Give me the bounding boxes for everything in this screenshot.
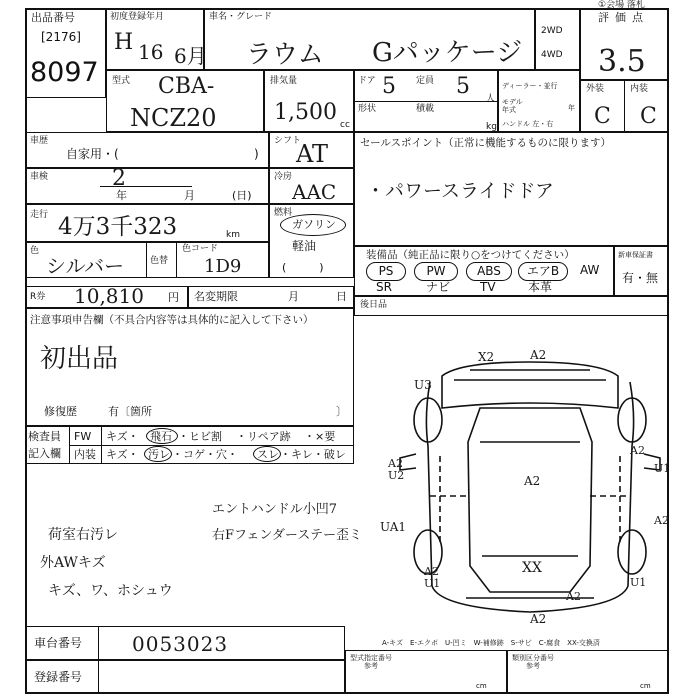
comment-5: キズ、ワ、ホシュウ [48,583,173,599]
warranty-value: 有・無 [622,271,659,285]
int-label: 内装 [630,84,649,94]
insp-r1-a: キズ・ [106,430,139,443]
inspection-strike-line [100,186,192,187]
model-spec-ref: 参考 [364,662,378,670]
insp-r1-sep [101,426,102,464]
chassis-label: 車台番号 [34,636,83,650]
load-unit: kg [486,122,497,132]
model-spec-cm: cm [476,682,487,690]
mark-rear: A2 [530,612,547,626]
comment-3: 右Fフェンダーステー歪ミ [212,528,362,543]
insp-r2-a: キズ・ [106,448,139,461]
comment-1: エントハンドル小凹7 [212,502,338,517]
comment-2: 荷室右汚レ [48,527,118,543]
equip-pw: PW [414,262,458,281]
fuel-paren: ( ) [282,261,324,274]
car-name: ラウム [246,40,324,70]
sales-label: セールスポイント（正常に機能するものに限ります） [360,137,612,149]
mileage-unit: km [226,230,240,240]
reg-label: 登録番号 [34,670,83,684]
color-value: シルバー [46,254,125,278]
first-reg-era: H [114,30,134,55]
comment-4: 外AWキズ [40,555,106,571]
shift-label: シフト [274,136,302,146]
recycle-label: R券 [30,292,46,302]
mark-rear-right-u1: U1 [630,576,647,589]
lot-label: 出品番号 [31,11,75,24]
inspection-day: (日) [232,189,252,202]
mark-left-a2u2: A2 U2 [388,457,405,482]
equip-airbag: エアB [518,262,568,281]
year-unit: 年 [568,104,575,112]
fuel-selected: ガソリン [292,218,336,231]
rear-label: 後日品 [360,300,388,310]
repair-label: 修復歴 [44,405,77,418]
disp-label: 排気量 [270,76,298,86]
fuel-other: 軽油 [292,239,317,253]
top-right-partial: ①会場 落札 [598,0,645,10]
insp-r1-e: ・×要 [304,430,336,443]
mileage-label: 走行 [30,210,49,220]
mark-front: A2 [530,348,547,362]
mark-right-a2: A2 [630,444,645,457]
seats-value: 5 [456,74,470,99]
inspection-month: 月 [184,189,195,202]
insp-r2-int: 内装 [74,448,96,461]
disp-unit: cc [340,120,350,130]
fuel-label: 燃料 [274,208,293,218]
history-close: ) [254,147,259,161]
lot-number: 8097 [30,57,99,88]
grade: Gパッケージ [372,38,523,68]
color-change-label: 色替 [150,256,169,266]
insp-r1-c: ・ヒビ割 [178,430,222,443]
ext-int-divider [624,80,625,132]
int-grade: C [640,104,657,129]
insp-r2-b: 汚レ [148,448,170,461]
ac-label: 冷房 [274,172,293,182]
equip-abs: ABS [466,262,512,281]
name-change-label: 名変期限 [194,290,238,303]
ac-value: AAC [292,180,337,204]
equip-navi: ナビ [426,280,451,294]
sales-point: ・パワースライドドア [366,180,554,202]
drive-box [535,8,580,70]
mark-left-a2u1: A2 U1 [424,565,441,590]
mileage-value: 4万3千323 [58,214,178,240]
rear-box [354,296,669,316]
color-label: 色 [30,246,40,256]
mark-rear-right-a2: A2 [566,590,581,603]
insp-r2-e: ・キレ・破レ [280,448,346,461]
dealer-label: ディーラー・並行 [502,82,558,90]
handle-label: ハンドル 左・右 [502,120,554,128]
mark-right-u1: U1 [654,462,671,475]
notes-label: 注意事項申告欄（不具合内容等は具体的に記入して下さい） [30,314,314,326]
category-cm: cm [640,682,651,690]
ext-label: 外装 [586,84,605,94]
mark-center: A2 [524,474,541,488]
equip-leather: 本革 [528,280,553,294]
insp-r1-fw: FW [74,430,92,443]
inspector-label-1: 検査員 [28,430,61,443]
color-divider [146,242,147,278]
equip-aw: AW [580,263,600,277]
insp-r1-d: ・リペア跡 [236,430,291,443]
name-change-day: 日 [336,290,347,303]
doors-label: ドア [358,76,376,86]
shift-value: AT [296,140,329,168]
first-reg-month: 6月 [174,44,207,68]
load-label: 積載 [416,104,435,114]
seats-unit: 人 [486,94,496,104]
score-value: 3.5 [598,44,646,79]
inspection-strike: 2 [112,166,126,191]
shape-label: 形状 [358,104,377,114]
doors-value: 5 [382,74,396,99]
color-code-value: 1D9 [204,256,242,277]
mark-left-ua1: UA1 [380,520,407,534]
notes-content: 初出品 [40,344,119,374]
displacement: 1,500 [274,100,337,125]
category-label: 類別区分番号 [512,654,554,662]
color-code-divider [176,242,177,278]
chassis-value: 0053023 [132,632,229,656]
model-prefix: CBA- [158,74,215,99]
mark-left-top: U3 [414,378,432,392]
inspection-label: 車検 [30,172,49,182]
history-box [25,132,269,168]
name-change-month: 月 [288,290,299,303]
inspector-mid [69,445,354,446]
mark-rear-xx: XX [522,560,542,576]
mark-front-left: X2 [478,350,495,364]
lot-sub: [2176] [41,30,81,44]
insp-r2-c: ・コゲ・穴・ [172,448,238,461]
first-reg-label: 初度登録年月 [110,12,165,22]
drive-4wd: 4WD [541,50,563,60]
equipment-label: 装備品（純正品に限り○をつけてください） [366,249,575,261]
recycle-value: 10,810 [74,284,144,308]
category-ref: 参考 [526,662,540,670]
row2-divider [354,101,498,102]
insp-r1-b: 飛石 [150,430,172,443]
equip-ps: PS [366,262,406,281]
recycle-unit: 円 [168,291,179,304]
warranty-label: 新車保証書 [618,251,653,259]
drive-2wd: 2WD [541,26,563,36]
model-code: NCZ20 [130,104,217,132]
ext-grade: C [594,104,611,129]
first-reg-year: 16 [138,40,164,64]
model-label: 型式 [112,76,131,86]
repair-value: 有〔箇所 [108,405,152,418]
equip-sr: SR [376,280,392,294]
color-code-label: 色コード [182,244,219,254]
history-label: 車歴 [30,136,49,146]
model-year-label: モデル年式 [502,98,523,114]
insp-r2-d: スレ [257,448,279,461]
mark-right-a2-b: A2 [654,514,669,527]
repair-close: 〕 [336,405,347,418]
score-label: 評価点 [598,11,649,24]
inspection-year: 年 [116,189,127,202]
inspector-label-2: 記入欄 [28,447,61,460]
name-label: 車名・グレード [209,12,273,22]
model-spec-label: 型式指定番号 [350,654,392,662]
history-value: 自家用・( [66,147,119,161]
diagram-legend: A-キズ E-エクボ U-凹ミ W-補修跡 S-サビ C-腐食 XX-交換済 [382,639,600,647]
equip-tv: TV [480,280,496,294]
seats-label: 定員 [416,76,435,86]
